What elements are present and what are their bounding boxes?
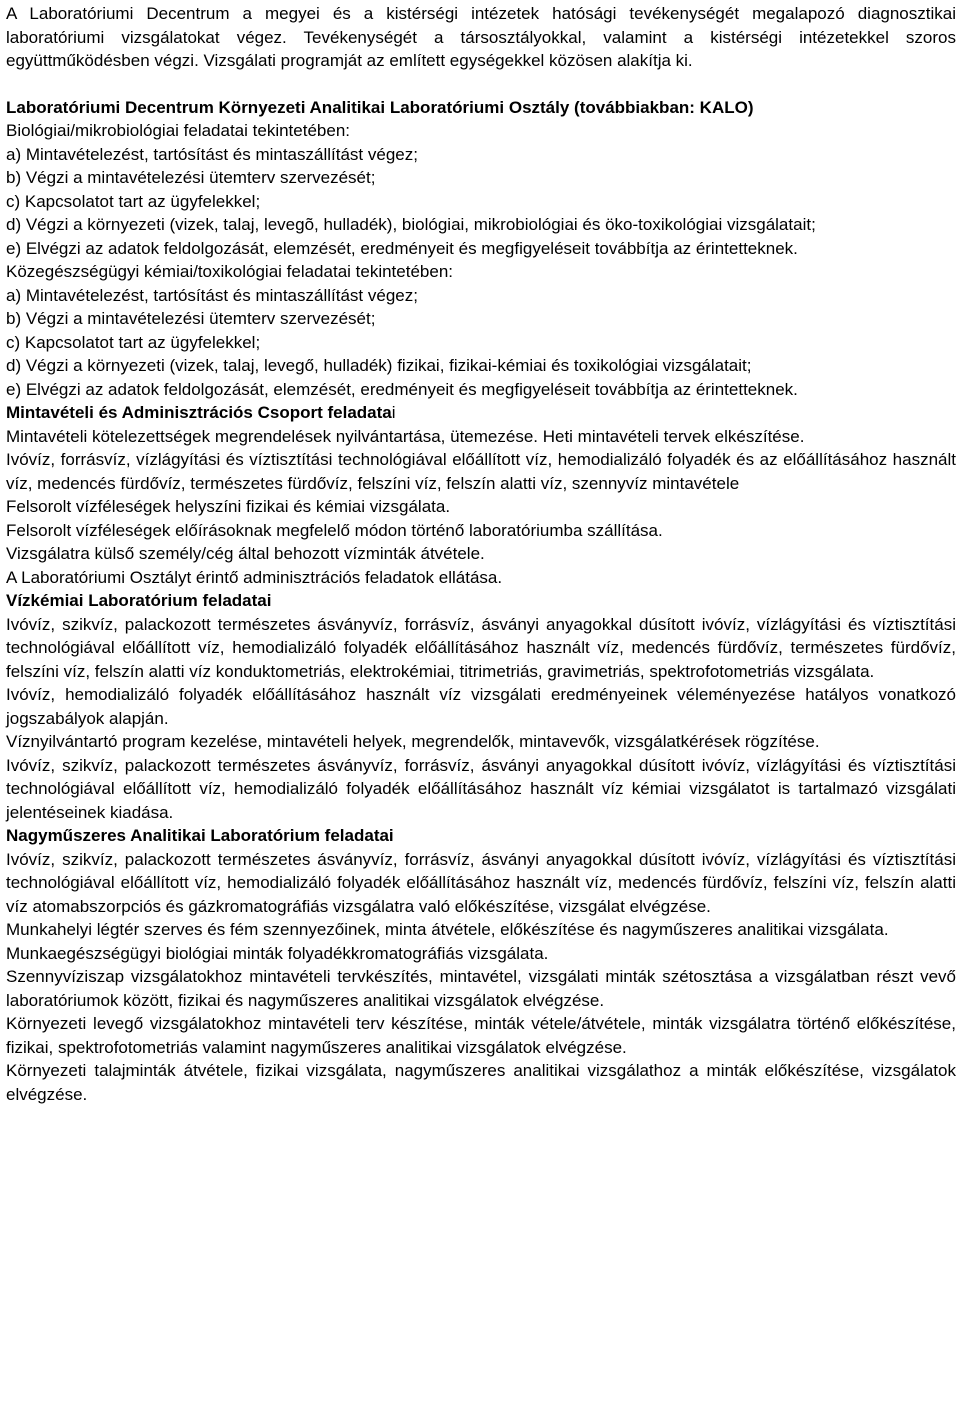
bio-task-item: d) Végzi a környezeti (vizek, talaj, levegõ, hulladék), biológiai, mikrobiológiai és öko-toxikológiai vizsgálatait; xyxy=(6,215,816,234)
waterchem-heading: Vízkémiai Laboratórium feladatai xyxy=(6,591,272,610)
chem-tasks-title: Közegészségügyi kémiai/toxikológiai feladatai tekintetében: xyxy=(6,262,453,281)
waterchem-paragraph: Víznyilvántartó program kezelése, mintavételi helyek, megrendelők, mintavevők, vizsgálatkérések rögzítése. xyxy=(6,732,820,751)
sampling-paragraph: Felsorolt vízféleségek előírásoknak megfelelő módon történő laboratóriumba szállítása. xyxy=(6,520,663,540)
section-gap xyxy=(6,73,956,96)
sampling-paragraph: A Laboratóriumi Osztályt érintő adminisztrációs feladatok ellátása. xyxy=(6,567,503,587)
sampling-paragraph: Mintavételi kötelezettségek megrendelések nyilvántartása, ütemezése. Heti mintavételi tervek elkészítése. xyxy=(6,426,805,446)
instrumental-heading: Nagyműszeres Analitikai Laboratórium feladatai xyxy=(6,826,394,845)
bio-task-item: b) Végzi a mintavételezési ütemterv szervezését; xyxy=(6,168,376,187)
bio-task-item: c) Kapcsolatot tart az ügyfelekkel; xyxy=(6,191,261,211)
sampling-heading xyxy=(6,401,956,425)
sampling-heading-tail: i xyxy=(391,403,396,422)
instrumental-paragraph: Munkahelyi légtér szerves és fém szennyezőinek, minta átvétele, előkészítése és nagyműszeres analitikai vizsgálata. xyxy=(6,920,889,939)
bio-tasks-title: Biológiai/mikrobiológiai feladatai tekintetében: xyxy=(6,121,350,140)
chem-task-item: d) Végzi a környezeti (vizek, talaj, levegő, hulladék) fizikai, fizikai-kémiai és toxikológiai vizsgálatait; xyxy=(6,356,752,375)
chem-task-item: b) Végzi a mintavételezési ütemterv szervezését; xyxy=(6,309,376,328)
waterchem-paragraph: Ivóvíz, hemodializáló folyadék előállításához használt víz vizsgálati eredményeinek véleményezése hatályos vonatkozó jogszabályok alapján. xyxy=(6,685,956,728)
waterchem-paragraph: Ivóvíz, szikvíz, palackozott természetes ásványvíz, forrásvíz, ásványi anyagokkal dúsított ivóvíz, vízlágyítási és víztisztítási technológiával előállított víz, hemodializáló folyadék előállításához használt víz kémiai vizsgálatot is tartalmazó vizsgálati jelentéseinek kiadása. xyxy=(6,755,956,822)
instrumental-paragraph: Munkaegészségügyi biológiai minták folyadékkromatográfiás vizsgálata. xyxy=(6,943,549,963)
waterchem-paragraph: Ivóvíz, szikvíz, palackozott természetes ásványvíz, forrásvíz, ásványi anyagokkal dúsított ivóvíz, vízlágyítási és víztisztítási technológiával előállított víz, hemodializáló folyadék előállításához használt víz, medencés fürdővíz, természetes fürdővíz, felszíni víz, felszín alatti víz konduktometriás, elektrokémiai, titrimetriás, gravimetriás, spektrofotometriás vizsgálata. xyxy=(6,614,956,681)
intro-paragraph: A Laboratóriumi Decentrum a megyei és a kistérségi intézetek hatósági tevékenységét megalapozó diagnosztikai laboratóriumi vizsgálatokat végez. Tevékenységét a társosztályokkal, valamint a kistérségi intézetekkel szoros együttműködésben végzi. Vizsgálati programját az említett egységekkel közösen alakítja ki. xyxy=(6,4,956,70)
sampling-paragraph: Ivóvíz, forrásvíz, vízlágyítási és víztisztítási technológiával előállított víz, hemodializáló folyadék és az előállításához használt víz, medencés fürdővíz, természetes fürdővíz, felszíni víz, felszín alatti víz, szennyvíz mintavétele xyxy=(6,450,956,493)
bio-task-item: a) Mintavételezést, tartósítást és mintaszállítást végez; xyxy=(6,144,418,164)
instrumental-paragraph: Környezeti levegő vizsgálatokhoz mintavételi terv készítése, minták vétele/átvétele, minták vizsgálatra történő előkészítése, fizikai, spektrofotometriás valamint nagyműszeres analitikai vizsgálatok elvégzése. xyxy=(6,1014,956,1057)
sampling-paragraph: Felsorolt vízféleségek helyszíni fizikai és kémiai vizsgálata. xyxy=(6,497,451,516)
chem-task-item: e) Elvégzi az adatok feldolgozását, elemzését, eredményeit és megfigyeléseit továbbítja az érintetteknek. xyxy=(6,379,798,399)
sampling-paragraph: Vizsgálatra külső személy/cég által behozott vízminták átvétele. xyxy=(6,544,485,563)
chem-task-item: a) Mintavételezést, tartósítást és mintaszállítást végez; xyxy=(6,285,418,305)
kalo-heading: Laboratóriumi Decentrum Környezeti Analitikai Laboratóriumi Osztály (továbbiakban: KALO) xyxy=(6,97,754,117)
instrumental-paragraph: Szennyvíziszap vizsgálatokhoz mintavételi tervkészítés, mintavétel, vizsgálati minták szétosztása a vizsgálatban részt vevő laboratóriumok között, fizikai és nagyműszeres analitikai vizsgálatok elvégzése. xyxy=(6,967,956,1010)
instrumental-paragraph: Környezeti talajminták átvétele, fizikai vizsgálata, nagyműszeres analitikai vizsgálathoz a minták előkészítése, vizsgálatok elvégzése. xyxy=(6,1061,956,1104)
chem-task-item: c) Kapcsolatot tart az ügyfelekkel; xyxy=(6,332,261,352)
sampling-heading-bold: Mintavételi és Adminisztrációs Csoport feladata xyxy=(6,403,392,422)
instrumental-paragraph: Ivóvíz, szikvíz, palackozott természetes ásványvíz, forrásvíz, ásványi anyagokkal dúsított ivóvíz, vízlágyítási és víztisztítási technológiával előállított víz, hemodializáló folyadék előállításához használt víz, medencés fürdővíz, felszíni víz, felszín alatti víz atomabszorpciós és gázkromatográfiás vizsgálatra való előkészítése, vizsgálat elvégzése. xyxy=(6,849,956,916)
bio-task-item: e) Elvégzi az adatok feldolgozását, elemzését, eredményeit és megfigyeléseit továbbítja az érintetteknek. xyxy=(6,238,798,258)
